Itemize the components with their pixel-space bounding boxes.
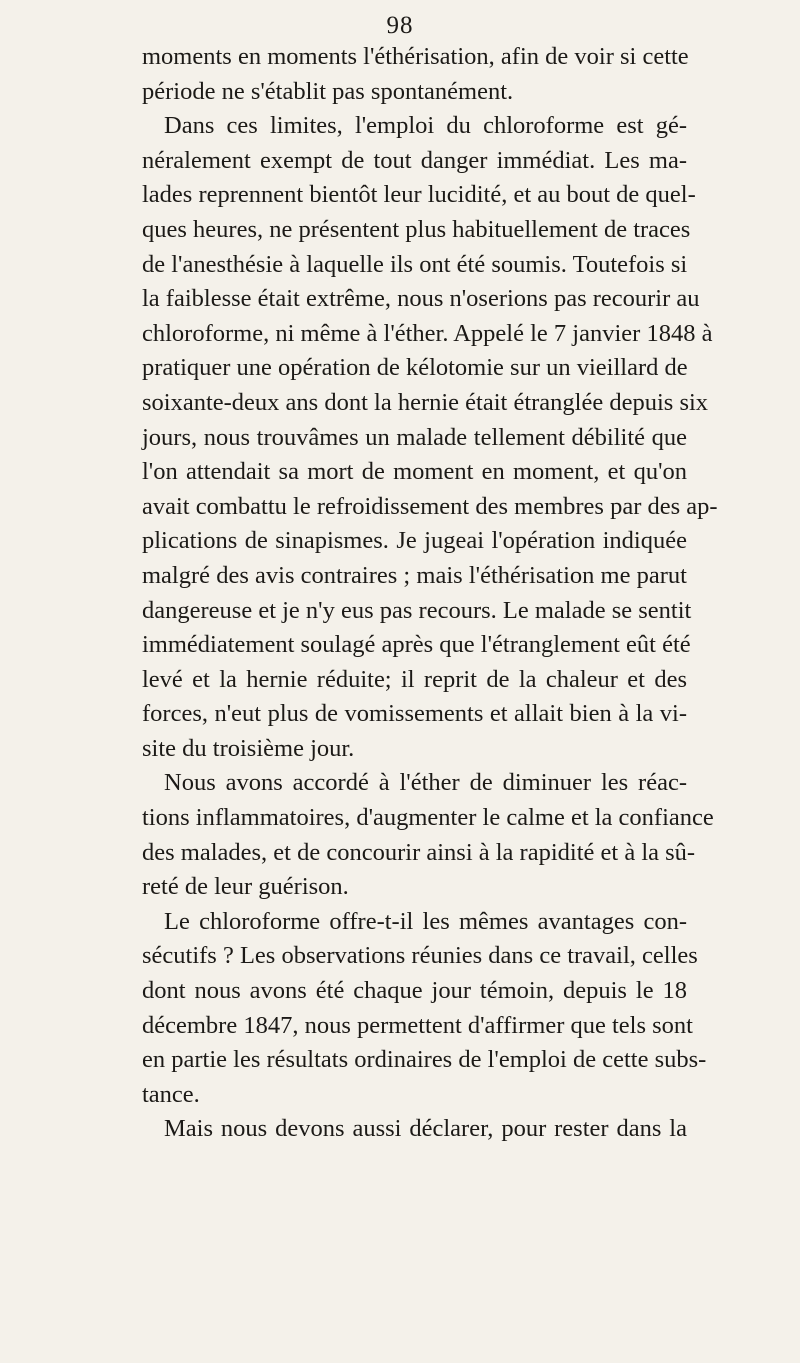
text-line: dangereuse et je n'y eus pas recours. Le malade se sentit xyxy=(142,596,692,624)
text-line: forces, n'eut plus de vomissements et allait bien à la vi- xyxy=(142,700,687,728)
text-line: reté de leur guérison. xyxy=(142,873,349,901)
text-line: l'on attendait sa mort de moment en moment, et qu'on xyxy=(142,458,687,486)
text-line: ques heures, ne présentent plus habituellement de traces xyxy=(142,215,691,243)
text-line: tions inflammatoires, d'augmenter le calme et la confiance xyxy=(142,804,714,832)
text-line: lades reprennent bientôt leur lucidité, et au bout de quel- xyxy=(142,181,696,209)
text-line: période ne s'établit pas spontanément. xyxy=(142,77,514,105)
text-line: soixante-deux ans dont la hernie était étranglée depuis six xyxy=(142,388,709,416)
text-line: Mais nous devons aussi déclarer, pour rester dans la xyxy=(164,1115,687,1143)
text-line: malgré des avis contraires ; mais l'éthérisation me parut xyxy=(142,561,687,589)
text-line: chloroforme, ni même à l'éther. Appelé le 7 janvier 1848 à xyxy=(142,319,713,347)
text-line: Le chloroforme offre-t-il les mêmes avantages con- xyxy=(164,907,687,935)
text-line: en partie les résultats ordinaires de l'emploi de cette subs- xyxy=(142,1046,707,1074)
text-line: tance. xyxy=(142,1080,200,1108)
text-line: plications de sinapismes. Je jugeai l'opération indiquée xyxy=(142,527,687,555)
text-line: avait combattu le refroidissement des membres par des ap- xyxy=(142,492,718,520)
text-line: sécutifs ? Les observations réunies dans ce travail, celles xyxy=(142,942,698,970)
text-line: immédiatement soulagé après que l'étranglement eût été xyxy=(142,631,691,659)
page-number: 98 xyxy=(386,12,414,39)
text-line: levé et la hernie réduite; il reprit de la chaleur et des xyxy=(142,665,687,693)
text-line: Nous avons accordé à l'éther de diminuer les réac- xyxy=(164,769,687,797)
text-line: de l'anesthésie à laquelle ils ont été soumis. Toutefois si xyxy=(142,250,688,278)
text-line: Dans ces limites, l'emploi du chloroforme est gé- xyxy=(164,112,687,140)
text-line: décembre 1847, nous permettent d'affirmer que tels sont xyxy=(142,1011,693,1039)
text-line: jours, nous trouvâmes un malade tellement débilité que xyxy=(142,423,687,451)
text-line: néralement exempt de tout danger immédiat. Les ma- xyxy=(142,146,687,174)
text-line: site du troisième jour. xyxy=(142,734,355,762)
text-line: moments en moments l'éthérisation, afin de voir si cette xyxy=(142,43,689,70)
text-line: pratiquer une opération de kélotomie sur un vieillard de xyxy=(142,354,688,382)
text-line: la faiblesse était extrême, nous n'oserions pas recourir au xyxy=(142,285,700,313)
body-text xyxy=(142,40,718,1147)
text-line: dont nous avons été chaque jour témoin, depuis le 18 xyxy=(142,977,687,1005)
text-line: des malades, et de concourir ainsi à la rapidité et à la sû- xyxy=(142,838,696,866)
